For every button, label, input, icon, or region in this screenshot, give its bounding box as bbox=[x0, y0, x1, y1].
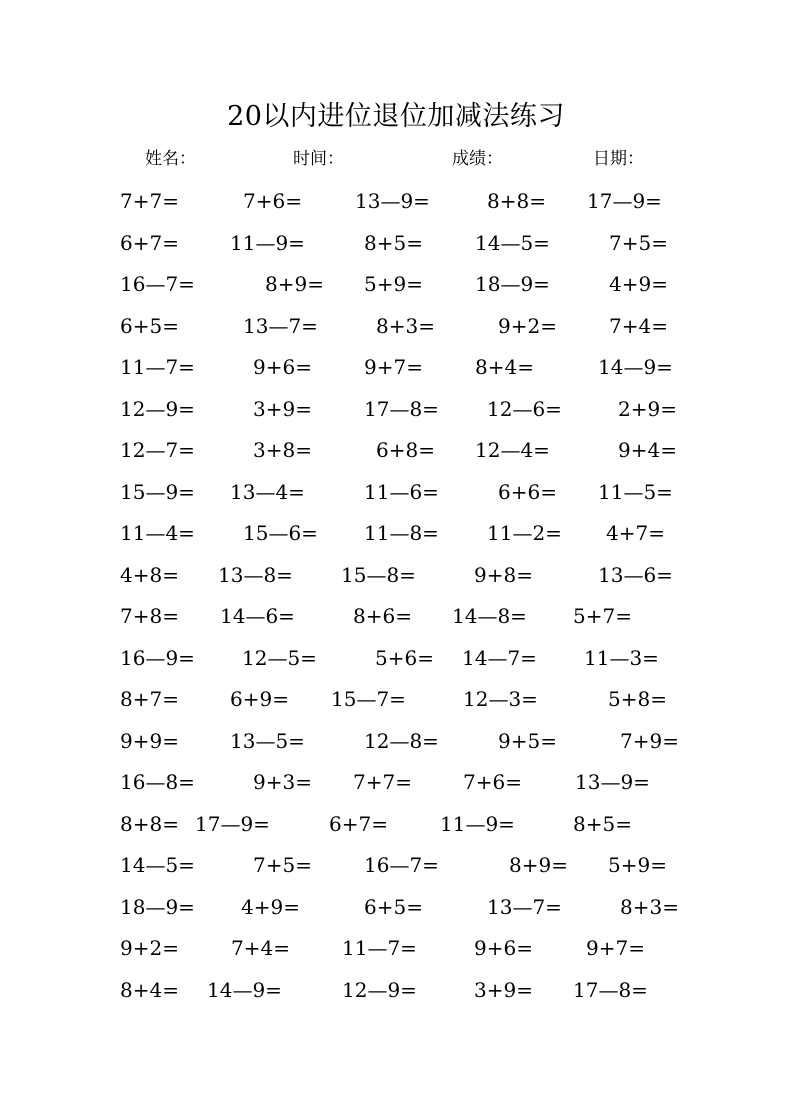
math-problem: 8+6= bbox=[353, 604, 412, 628]
math-problem: 18—9= bbox=[120, 895, 195, 919]
math-problem: 11—3= bbox=[584, 646, 659, 670]
math-problem: 11—8= bbox=[364, 521, 439, 545]
math-problem: 13—6= bbox=[598, 563, 673, 587]
math-problem: 9+2= bbox=[120, 936, 179, 960]
math-problem: 3+9= bbox=[253, 397, 312, 421]
math-problem: 6+6= bbox=[498, 480, 557, 504]
math-problem: 16—9= bbox=[120, 646, 195, 670]
math-problem: 11—7= bbox=[120, 355, 195, 379]
math-problem: 13—9= bbox=[355, 189, 430, 213]
math-problem: 18—9= bbox=[475, 272, 550, 296]
math-problem: 14—7= bbox=[462, 646, 537, 670]
math-problem: 9+5= bbox=[498, 729, 557, 753]
math-problem: 12—6= bbox=[487, 397, 562, 421]
math-problem: 9+6= bbox=[253, 355, 312, 379]
math-problem: 11—9= bbox=[440, 812, 515, 836]
math-problem: 8+8= bbox=[120, 812, 179, 836]
math-problem: 7+6= bbox=[243, 189, 302, 213]
math-problem: 4+9= bbox=[609, 272, 668, 296]
math-problem: 7+5= bbox=[609, 231, 668, 255]
math-problem: 8+4= bbox=[120, 978, 179, 1002]
math-problem: 17—8= bbox=[573, 978, 648, 1002]
math-problem: 16—7= bbox=[120, 272, 195, 296]
math-problem: 11—7= bbox=[342, 936, 417, 960]
math-problem: 7+9= bbox=[620, 729, 679, 753]
math-problem: 17—9= bbox=[195, 812, 270, 836]
math-problem: 8+3= bbox=[620, 895, 679, 919]
page-title: 20以内进位退位加减法练习 bbox=[227, 101, 565, 132]
math-problem: 9+7= bbox=[586, 936, 645, 960]
math-problem: 11—6= bbox=[364, 480, 439, 504]
math-problem: 14—6= bbox=[220, 604, 295, 628]
math-problem: 6+9= bbox=[230, 687, 289, 711]
name-field-label: 姓名： bbox=[145, 149, 196, 169]
math-problem: 8+9= bbox=[265, 272, 324, 296]
math-problem: 9+3= bbox=[253, 770, 312, 794]
math-problem: 12—7= bbox=[120, 438, 195, 462]
math-problem: 8+8= bbox=[487, 189, 546, 213]
math-problem: 3+8= bbox=[253, 438, 312, 462]
math-problem: 9+4= bbox=[618, 438, 677, 462]
math-problem: 9+8= bbox=[474, 563, 533, 587]
math-problem: 13—9= bbox=[575, 770, 650, 794]
math-problem: 8+9= bbox=[509, 853, 568, 877]
math-problem: 12—9= bbox=[120, 397, 195, 421]
math-problem: 14—9= bbox=[207, 978, 282, 1002]
math-problem: 4+8= bbox=[120, 563, 179, 587]
math-problem: 5+9= bbox=[364, 272, 423, 296]
math-problem: 7+6= bbox=[463, 770, 522, 794]
math-problem: 14—8= bbox=[452, 604, 527, 628]
math-problem: 7+7= bbox=[120, 189, 179, 213]
math-problem: 17—8= bbox=[364, 397, 439, 421]
math-problem: 7+4= bbox=[609, 314, 668, 338]
math-problem: 7+8= bbox=[120, 604, 179, 628]
math-problem: 13—8= bbox=[218, 563, 293, 587]
math-problem: 5+6= bbox=[375, 646, 434, 670]
math-problem: 16—8= bbox=[120, 770, 195, 794]
math-problem: 6+5= bbox=[120, 314, 179, 338]
math-problem: 5+8= bbox=[608, 687, 667, 711]
math-problem: 15—8= bbox=[341, 563, 416, 587]
math-problem: 8+7= bbox=[120, 687, 179, 711]
math-problem: 12—3= bbox=[463, 687, 538, 711]
math-problem: 11—4= bbox=[120, 521, 195, 545]
math-problem: 7+5= bbox=[253, 853, 312, 877]
math-problem: 11—5= bbox=[598, 480, 673, 504]
math-problem: 12—4= bbox=[475, 438, 550, 462]
math-problem: 16—7= bbox=[364, 853, 439, 877]
math-problem: 12—5= bbox=[242, 646, 317, 670]
math-problem: 9+9= bbox=[120, 729, 179, 753]
score-field-label: 成绩： bbox=[452, 149, 503, 169]
math-problem: 11—9= bbox=[230, 231, 305, 255]
math-problem: 5+9= bbox=[608, 853, 667, 877]
math-problem: 8+3= bbox=[376, 314, 435, 338]
math-problem: 4+7= bbox=[606, 521, 665, 545]
math-problem: 3+9= bbox=[474, 978, 533, 1002]
math-problem: 15—6= bbox=[243, 521, 318, 545]
math-problem: 8+5= bbox=[364, 231, 423, 255]
math-problem: 14—9= bbox=[598, 355, 673, 379]
math-problem: 6+7= bbox=[329, 812, 388, 836]
time-field-label: 时间： bbox=[293, 149, 344, 169]
math-problem: 2+9= bbox=[618, 397, 677, 421]
math-problem: 14—5= bbox=[475, 231, 550, 255]
math-problem: 6+5= bbox=[364, 895, 423, 919]
math-problem: 8+5= bbox=[573, 812, 632, 836]
math-problem: 17—9= bbox=[587, 189, 662, 213]
math-problem: 7+7= bbox=[353, 770, 412, 794]
math-problem: 9+7= bbox=[364, 355, 423, 379]
math-problem: 13—7= bbox=[243, 314, 318, 338]
math-problem: 4+9= bbox=[241, 895, 300, 919]
math-problem: 9+6= bbox=[474, 936, 533, 960]
math-problem: 8+4= bbox=[475, 355, 534, 379]
math-problem: 11—2= bbox=[487, 521, 562, 545]
date-field-label: 日期： bbox=[593, 149, 644, 169]
math-problem: 6+8= bbox=[376, 438, 435, 462]
math-problem: 15—9= bbox=[120, 480, 195, 504]
math-problem: 5+7= bbox=[573, 604, 632, 628]
math-problem: 15—7= bbox=[331, 687, 406, 711]
math-problem: 7+4= bbox=[231, 936, 290, 960]
math-problem: 13—4= bbox=[230, 480, 305, 504]
math-problem: 13—7= bbox=[487, 895, 562, 919]
math-problem: 12—8= bbox=[364, 729, 439, 753]
math-problem: 9+2= bbox=[498, 314, 557, 338]
math-problem: 12—9= bbox=[342, 978, 417, 1002]
math-problem: 13—5= bbox=[230, 729, 305, 753]
math-problem: 6+7= bbox=[120, 231, 179, 255]
math-problem: 14—5= bbox=[120, 853, 195, 877]
